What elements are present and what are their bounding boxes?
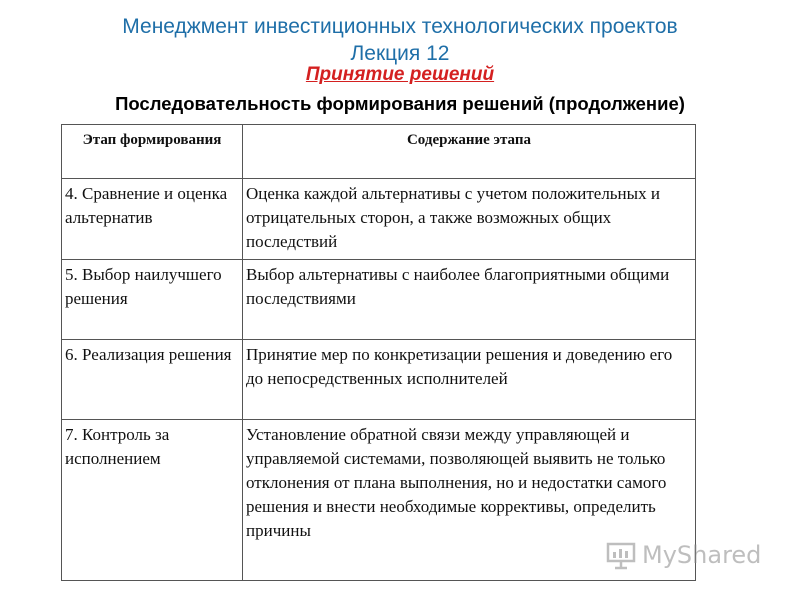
table-row bbox=[62, 179, 696, 260]
slide-title: Менеджмент инвестиционных технологических проектов bbox=[122, 15, 678, 38]
presentation-board-icon bbox=[606, 540, 636, 570]
stage-cell: 7. Контроль за исполнением bbox=[62, 420, 243, 581]
watermark-text: MyShared bbox=[642, 541, 762, 569]
header-stage: Этап формирования bbox=[62, 125, 243, 179]
watermark bbox=[606, 538, 776, 572]
content-cell: Установление обратной связи между управляющей и управляемой системами, позволяющей выявить не только отклонения от плана выполнения, но и недостатки самого решения и внести необходимые коррективы, определить причины bbox=[243, 420, 696, 581]
table-row bbox=[62, 340, 696, 420]
table-heading: Последовательность формирования решений (продолжение) bbox=[115, 93, 685, 114]
header-content: Содержание этапа bbox=[243, 125, 696, 179]
stages-table bbox=[61, 124, 696, 581]
slide-subtitle: Принятие решений bbox=[305, 64, 495, 85]
table-row bbox=[62, 420, 696, 581]
content-cell: Выбор альтернативы с наиболее благоприятными общими последствиями bbox=[243, 260, 696, 340]
lecture-number: Лекция 12 bbox=[350, 42, 450, 65]
stage-cell: 6. Реализация решения bbox=[62, 340, 243, 420]
stage-cell: 4. Сравнение и оценка альтернатив bbox=[62, 179, 243, 260]
content-cell: Принятие мер по конкретизации решения и доведению его до непосредственных исполнителей bbox=[243, 340, 696, 420]
table-header-row bbox=[62, 125, 696, 179]
content-cell: Оценка каждой альтернативы с учетом положительных и отрицательных сторон, а также возможных общих последствий bbox=[243, 179, 696, 260]
table-row bbox=[62, 260, 696, 340]
stage-cell: 5. Выбор наилучшего решения bbox=[62, 260, 243, 340]
